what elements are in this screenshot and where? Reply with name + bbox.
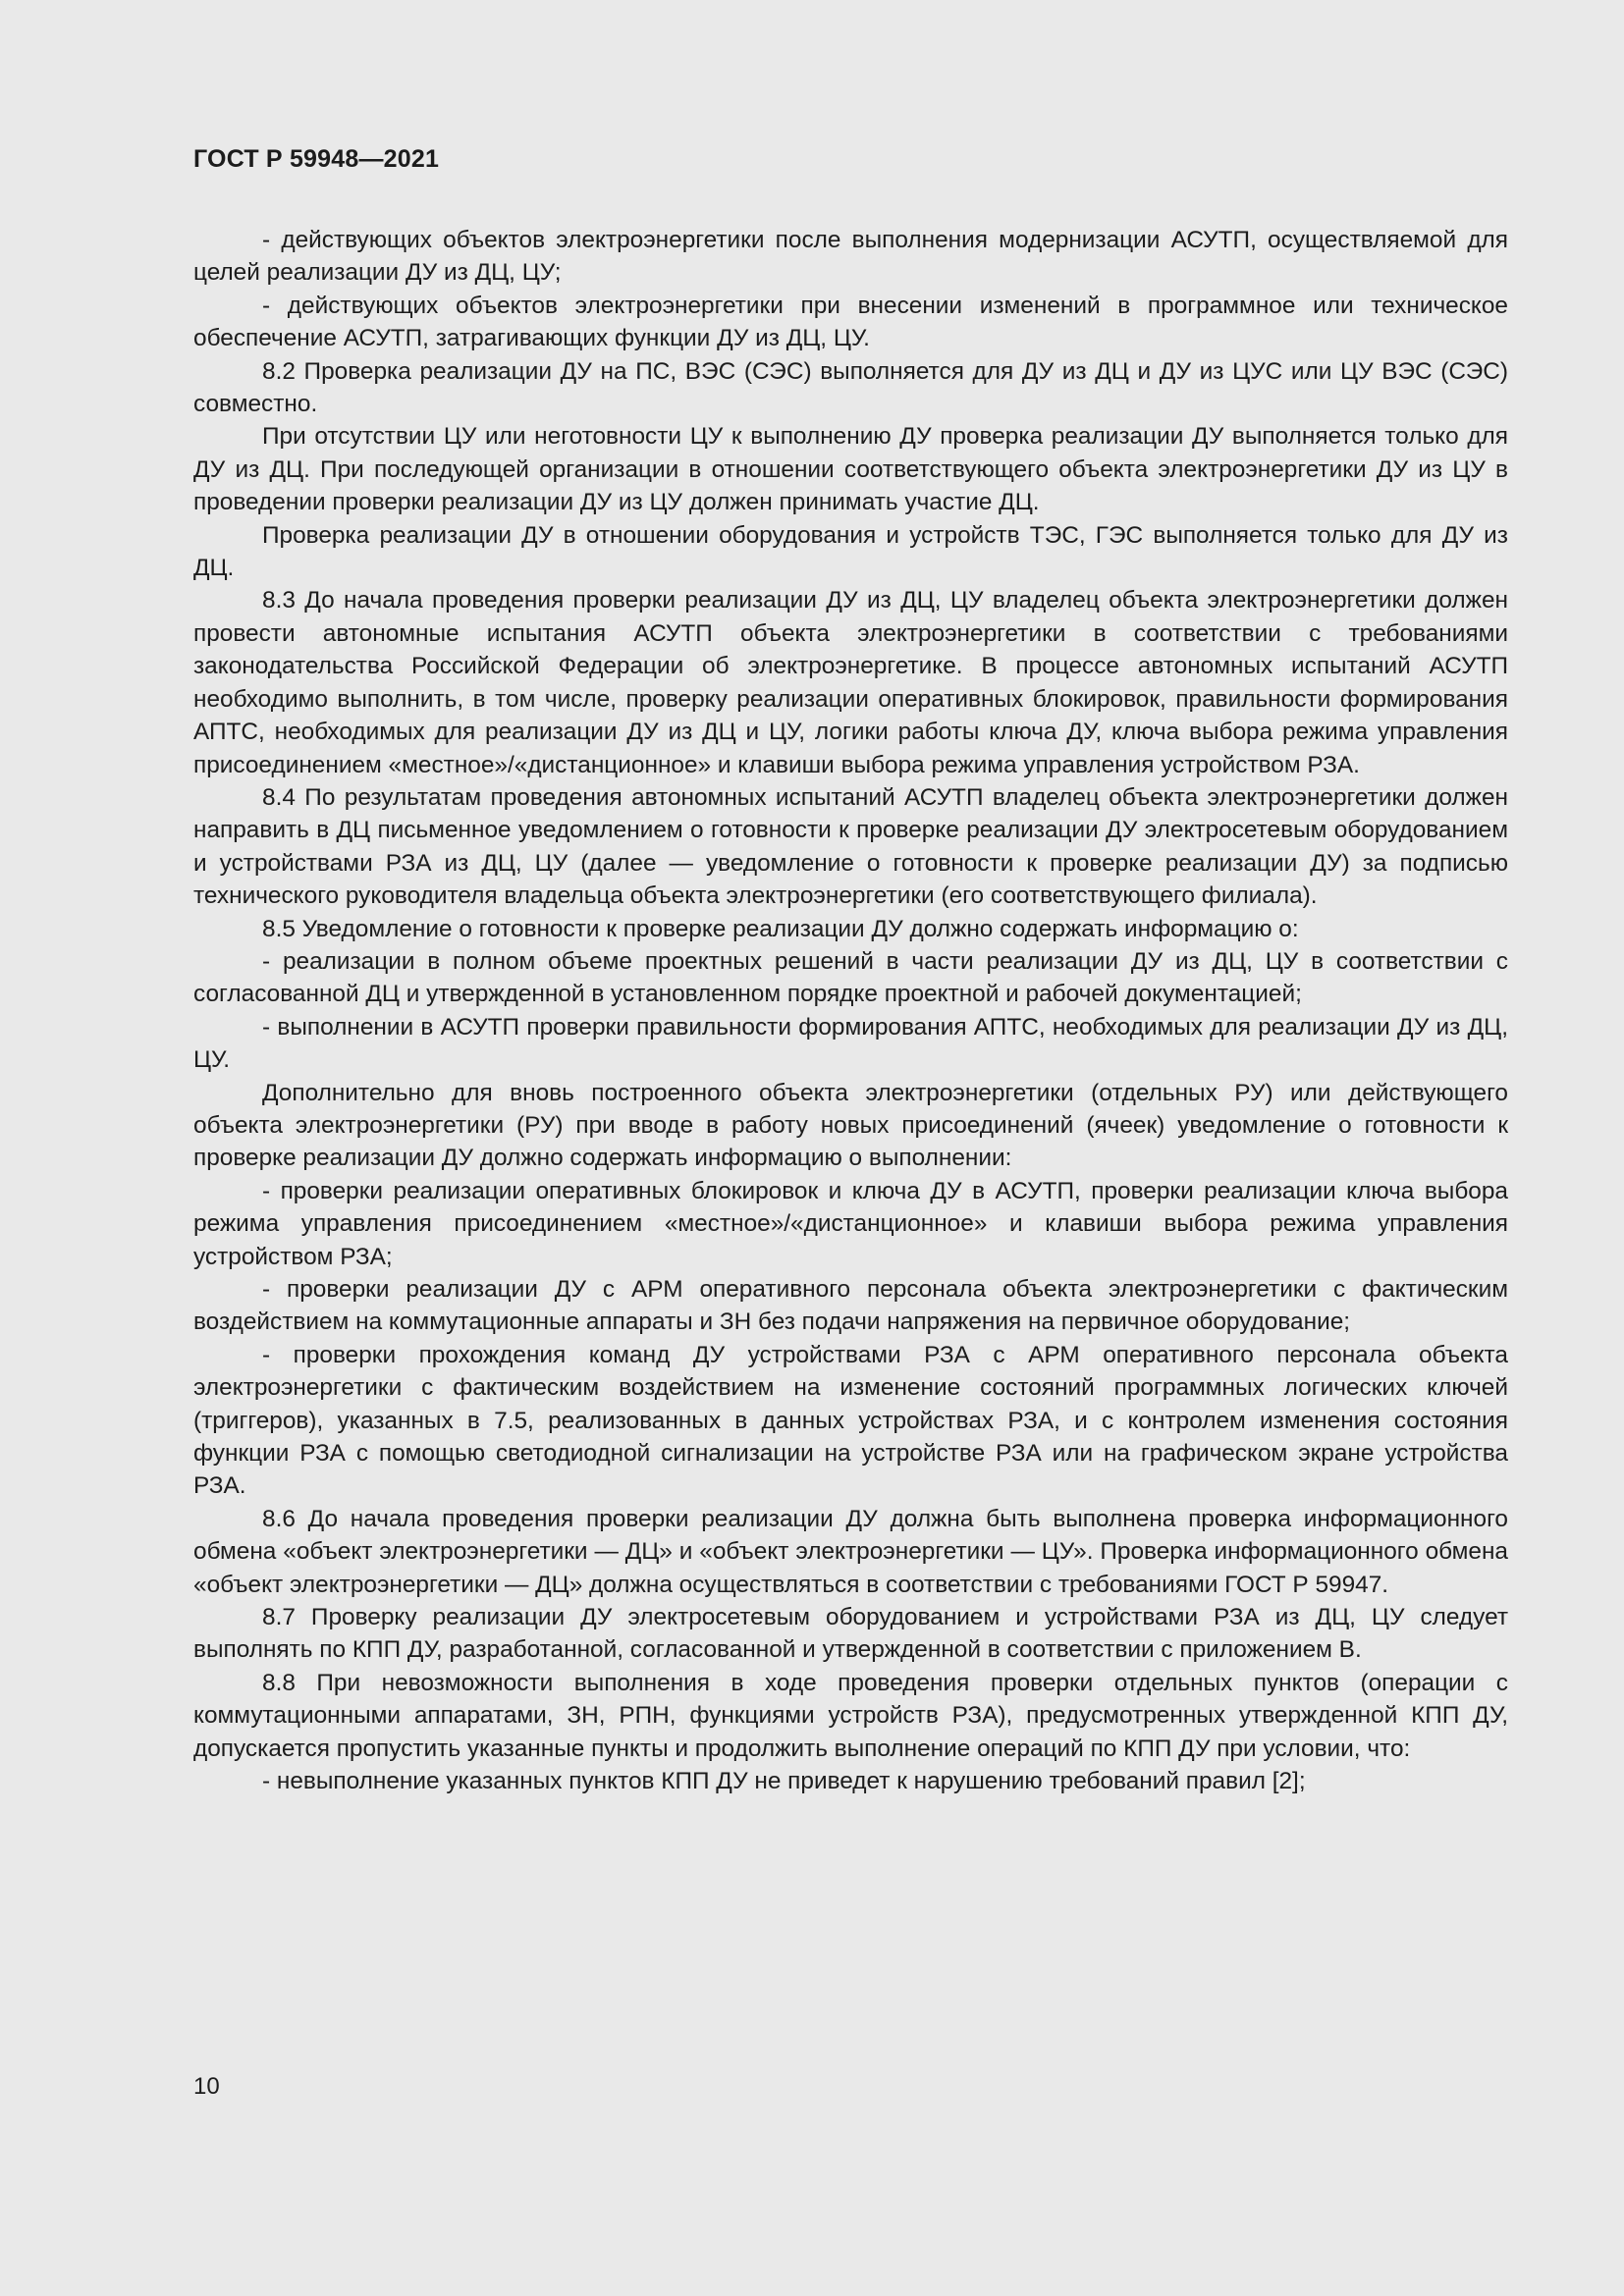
document-header: ГОСТ Р 59948—2021 xyxy=(193,145,440,173)
paragraph: Дополнительно для вновь построенного объекта электроэнергетики (отдельных РУ) или действующего объекта электроэнергетики (РУ) при вводе в работу новых присоединений (ячеек) уведомление о готовности к проверке реализации ДУ должно содержать информацию о выполнении: xyxy=(193,1079,1508,1172)
page-number: 10 xyxy=(193,2073,220,2100)
paragraph: - реализации в полном объеме проектных решений в части реализации ДУ из ДЦ, ЦУ в соответствии с согласованной ДЦ и утвержденной в установленном порядке проектной и рабочей документацией; xyxy=(193,947,1508,1008)
paragraph: 8.8 При невозможности выполнения в ходе проведения проверки отдельных пунктов (операции с коммутационными аппаратами, ЗН, РПН, функциями устройств РЗА), предусмотренных утвержденной КПП ДУ, допускается пропустить указанные пункты и продолжить выполнение операций по КПП ДУ при условии, что: xyxy=(193,1669,1508,1762)
document-body xyxy=(193,224,1508,1798)
paragraph: - проверки реализации оперативных блокировок и ключа ДУ в АСУТП, проверки реализации ключа выбора режима управления присоединением «местное»/«дистанционное» и клавиши выбора режима управления устройством РЗА; xyxy=(193,1177,1508,1270)
paragraph: 8.5 Уведомление о готовности к проверке реализации ДУ должно содержать информацию о: xyxy=(262,915,1299,942)
paragraph: 8.7 Проверку реализации ДУ электросетевым оборудованием и устройствами РЗА из ДЦ, ЦУ следует выполнять по КПП ДУ, разработанной, согласованной и утвержденной в соответствии с приложением В. xyxy=(193,1604,1508,1664)
paragraph: Проверка реализации ДУ в отношении оборудования и устройств ТЭС, ГЭС выполняется только для ДУ из ДЦ. xyxy=(193,521,1508,582)
paragraph: - проверки прохождения команд ДУ устройствами РЗА с АРМ оперативного персонала объекта электроэнергетики с фактическим воздействием на изменение состояний программных логических ключей (триггеров), указанных в 7.5, реализованных в данных устройствах РЗА, и с контролем изменения состояния функции РЗА с помощью светодиодной сигнализации на устройстве РЗА или на графическом экране устройства РЗА. xyxy=(193,1341,1508,1500)
paragraph: При отсутствии ЦУ или неготовности ЦУ к выполнению ДУ проверка реализации ДУ выполняется только для ДУ из ДЦ. При последующей организации в отношении соответствующего объекта электроэнергетики ДУ из ЦУ в проведении проверки реализации ДУ из ЦУ должен принимать участие ДЦ. xyxy=(193,423,1508,516)
paragraph: 8.6 До начала проведения проверки реализации ДУ должна быть выполнена проверка информационного обмена «объект электроэнергетики — ДЦ» и «объект электроэнергетики — ЦУ». Проверка информационного обмена «объект электроэнергетики — ДЦ» должна осуществляться в соответствии с требованиями ГОСТ Р 59947. xyxy=(193,1505,1508,1598)
paragraph: - действующих объектов электроэнергетики после выполнения модернизации АСУТП, осуществляемой для целей реализации ДУ из ДЦ, ЦУ; xyxy=(193,227,1508,287)
paragraph: - невыполнение указанных пунктов КПП ДУ не приведет к нарушению требований правил [2]; xyxy=(262,1768,1306,1795)
paragraph: - выполнении в АСУТП проверки правильности формирования АПТС, необходимых для реализации ДУ из ДЦ, ЦУ. xyxy=(193,1013,1508,1074)
paragraph: 8.2 Проверка реализации ДУ на ПС, ВЭС (СЭС) выполняется для ДУ из ДЦ и ДУ из ЦУС или ЦУ ВЭС (СЭС) совместно. xyxy=(193,357,1508,418)
paragraph: 8.4 По результатам проведения автономных испытаний АСУТП владелец объекта электроэнергетики должен направить в ДЦ письменное уведомлением о готовности к проверке реализации ДУ электросетевым оборудованием и устройствами РЗА из ДЦ, ЦУ (далее — уведомление о готовности к проверке реализации ДУ) за подписью технического руководителя владельца объекта электроэнергетики (его соответствующего филиала). xyxy=(193,783,1508,910)
paragraph: 8.3 До начала проведения проверки реализации ДУ из ДЦ, ЦУ владелец объекта электроэнергетики должен провести автономные испытания АСУТП объекта электроэнергетики в соответствии с требованиями законодательства Российской Федерации об электроэнергетике. В процессе автономных испытаний АСУТП необходимо выполнить, в том числе, проверку реализации оперативных блокировок, правильности формирования АПТС, необходимых для реализации ДУ из ДЦ и ЦУ, логики работы ключа ДУ, ключа выбора режима управления присоединением «местное»/«дистанционное» и клавиши выбора режима управления устройством РЗА. xyxy=(193,587,1508,778)
paragraph: - проверки реализации ДУ с АРМ оперативного персонала объекта электроэнергетики с фактическим воздействием на коммутационные аппараты и ЗН без подачи напряжения на первичное оборудование; xyxy=(193,1276,1508,1336)
paragraph: - действующих объектов электроэнергетики при внесении изменений в программное или техническое обеспечение АСУТП, затрагивающих функции ДУ из ДЦ, ЦУ. xyxy=(193,292,1508,352)
